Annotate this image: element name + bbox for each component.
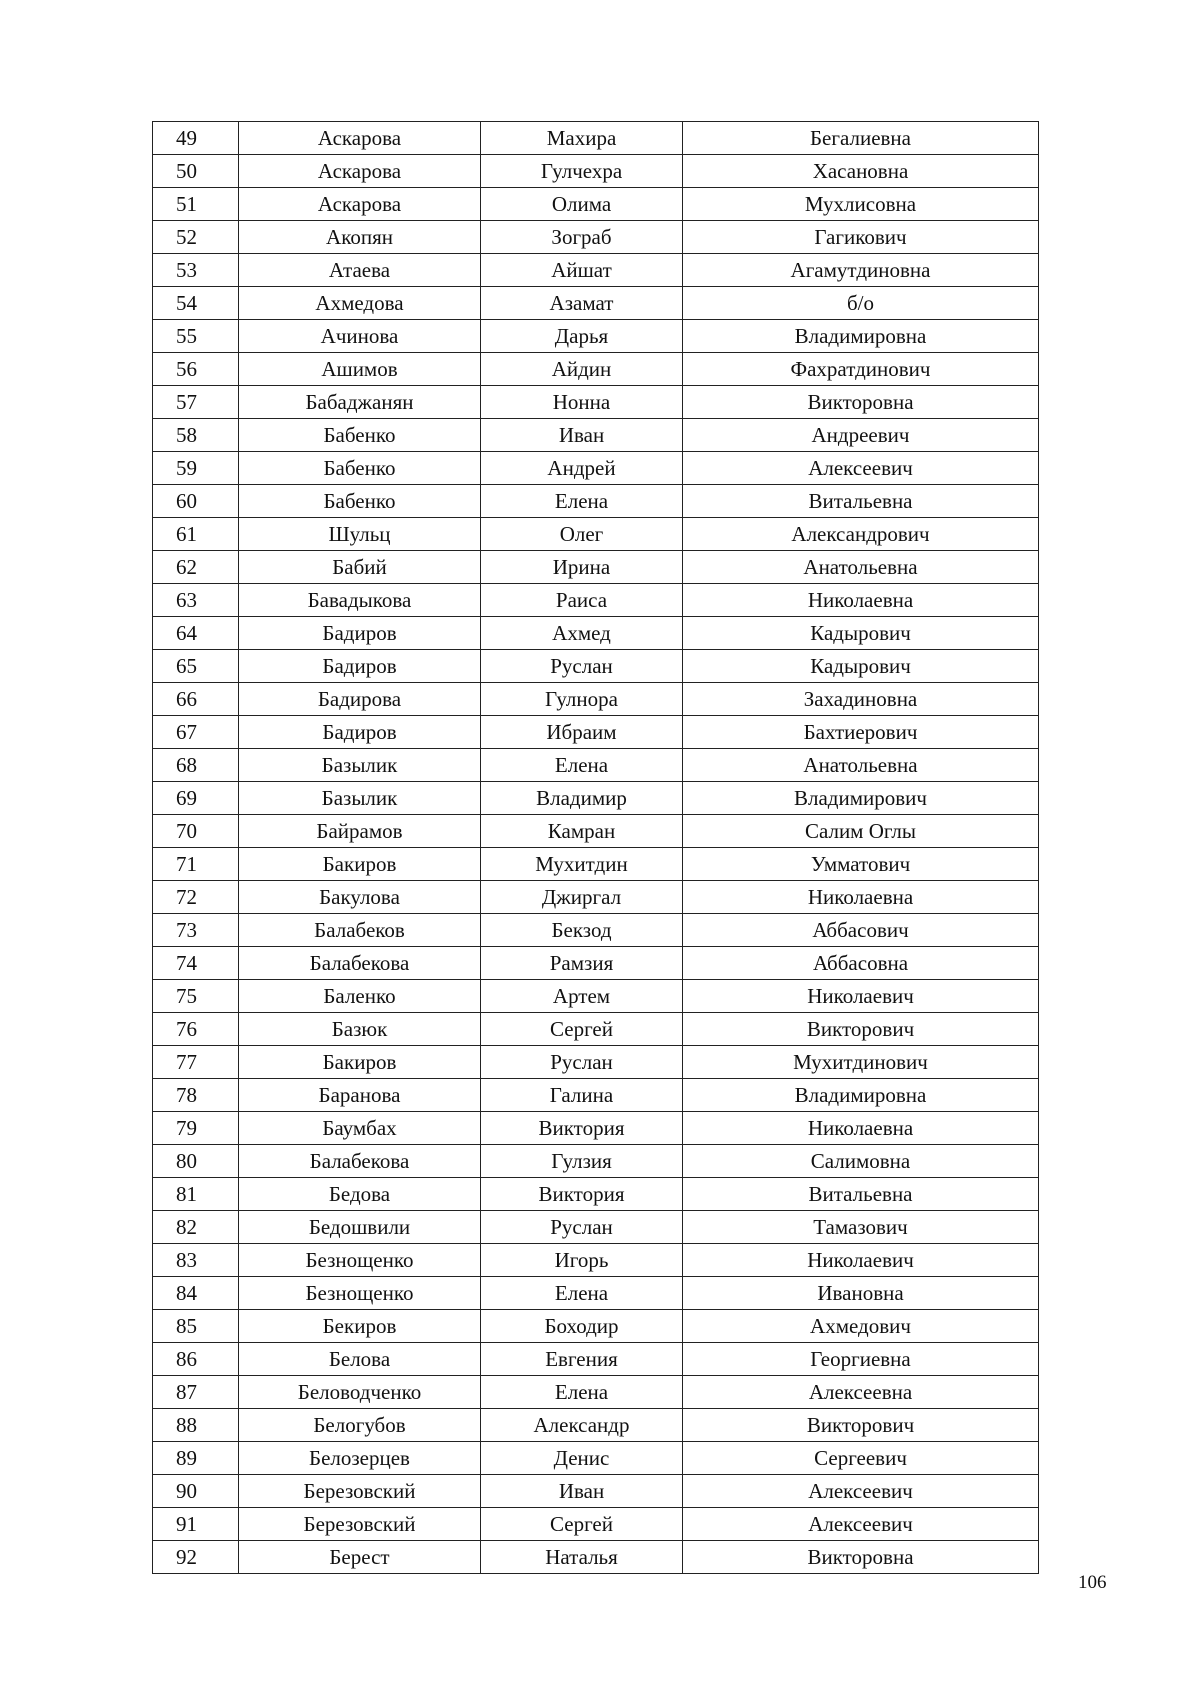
patronymic-cell: Захадиновна <box>683 683 1039 716</box>
first-name-cell: Махира <box>481 122 683 155</box>
table-row <box>153 287 1039 320</box>
surname-cell: Аскарова <box>239 155 481 188</box>
table-row <box>153 980 1039 1013</box>
surname-cell: Бадиров <box>239 617 481 650</box>
surname-cell: Бабенко <box>239 452 481 485</box>
surname-cell: Белогубов <box>239 1409 481 1442</box>
surname-cell: Бадирова <box>239 683 481 716</box>
surname-cell: Бакиров <box>239 1046 481 1079</box>
surname-cell: Акопян <box>239 221 481 254</box>
patronymic-cell: Николаевна <box>683 584 1039 617</box>
first-name-cell: Бекзод <box>481 914 683 947</box>
surname-cell: Бедова <box>239 1178 481 1211</box>
table-row <box>153 1442 1039 1475</box>
row-number-cell: 92 <box>153 1541 239 1574</box>
patronymic-cell: Николаевич <box>683 1244 1039 1277</box>
patronymic-cell: Мухитдинович <box>683 1046 1039 1079</box>
table-row <box>153 1145 1039 1178</box>
row-number-cell: 86 <box>153 1343 239 1376</box>
surname-cell: Беловодченко <box>239 1376 481 1409</box>
first-name-cell: Сергей <box>481 1508 683 1541</box>
row-number-cell: 67 <box>153 716 239 749</box>
first-name-cell: Виктория <box>481 1178 683 1211</box>
row-number-cell: 66 <box>153 683 239 716</box>
patronymic-cell: Алексеевна <box>683 1376 1039 1409</box>
table-row <box>153 1244 1039 1277</box>
table-row <box>153 386 1039 419</box>
patronymic-cell: Витальевна <box>683 485 1039 518</box>
table-row <box>153 881 1039 914</box>
row-number-cell: 50 <box>153 155 239 188</box>
surname-cell: Атаева <box>239 254 481 287</box>
first-name-cell: Мухитдин <box>481 848 683 881</box>
table-row <box>153 716 1039 749</box>
patronymic-cell: Кадырович <box>683 650 1039 683</box>
row-number-cell: 84 <box>153 1277 239 1310</box>
row-number-cell: 56 <box>153 353 239 386</box>
row-number-cell: 57 <box>153 386 239 419</box>
patronymic-cell: Сергеевич <box>683 1442 1039 1475</box>
row-number-cell: 91 <box>153 1508 239 1541</box>
patronymic-cell: Мухлисовна <box>683 188 1039 221</box>
first-name-cell: Гулнора <box>481 683 683 716</box>
row-number-cell: 74 <box>153 947 239 980</box>
first-name-cell: Андрей <box>481 452 683 485</box>
patronymic-cell: Анатольевна <box>683 551 1039 584</box>
first-name-cell: Джиргал <box>481 881 683 914</box>
first-name-cell: Гулчехра <box>481 155 683 188</box>
first-name-cell: Владимир <box>481 782 683 815</box>
row-number-cell: 77 <box>153 1046 239 1079</box>
patronymic-cell: Николаевна <box>683 881 1039 914</box>
row-number-cell: 72 <box>153 881 239 914</box>
patronymic-cell: Гагикович <box>683 221 1039 254</box>
table-row <box>153 353 1039 386</box>
patronymic-cell: Николаевич <box>683 980 1039 1013</box>
table-row <box>153 650 1039 683</box>
first-name-cell: Камран <box>481 815 683 848</box>
page-number: 106 <box>1078 1572 1107 1593</box>
surname-cell: Бакулова <box>239 881 481 914</box>
table-row <box>153 683 1039 716</box>
surname-cell: Безнощенко <box>239 1277 481 1310</box>
row-number-cell: 65 <box>153 650 239 683</box>
table-row <box>153 1376 1039 1409</box>
patronymic-cell: Салимовна <box>683 1145 1039 1178</box>
patronymic-cell: Хасановна <box>683 155 1039 188</box>
patronymic-cell: Аббасович <box>683 914 1039 947</box>
surname-cell: Баранова <box>239 1079 481 1112</box>
table-row <box>153 1541 1039 1574</box>
table-row <box>153 122 1039 155</box>
first-name-cell: Виктория <box>481 1112 683 1145</box>
patronymic-cell: Кадырович <box>683 617 1039 650</box>
row-number-cell: 83 <box>153 1244 239 1277</box>
first-name-cell: Елена <box>481 1376 683 1409</box>
first-name-cell: Руслан <box>481 1211 683 1244</box>
surname-cell: Бабий <box>239 551 481 584</box>
surname-cell: Бекиров <box>239 1310 481 1343</box>
table-row <box>153 584 1039 617</box>
surname-cell: Байрамов <box>239 815 481 848</box>
first-name-cell: Елена <box>481 749 683 782</box>
surname-cell: Березовский <box>239 1508 481 1541</box>
first-name-cell: Олима <box>481 188 683 221</box>
first-name-cell: Галина <box>481 1079 683 1112</box>
surname-cell: Балабеков <box>239 914 481 947</box>
patronymic-cell: Агамутдиновна <box>683 254 1039 287</box>
names-table-body <box>153 122 1039 1574</box>
patronymic-cell: Анатольевна <box>683 749 1039 782</box>
row-number-cell: 76 <box>153 1013 239 1046</box>
first-name-cell: Зограб <box>481 221 683 254</box>
table-row <box>153 485 1039 518</box>
first-name-cell: Азамат <box>481 287 683 320</box>
patronymic-cell: Викторович <box>683 1409 1039 1442</box>
table-row <box>153 551 1039 584</box>
patronymic-cell: Бахтиерович <box>683 716 1039 749</box>
first-name-cell: Рамзия <box>481 947 683 980</box>
table-row <box>153 1508 1039 1541</box>
row-number-cell: 71 <box>153 848 239 881</box>
table-row <box>153 1046 1039 1079</box>
table-row <box>153 1475 1039 1508</box>
first-name-cell: Айшат <box>481 254 683 287</box>
surname-cell: Базылик <box>239 782 481 815</box>
patronymic-cell: Викторович <box>683 1013 1039 1046</box>
surname-cell: Ачинова <box>239 320 481 353</box>
first-name-cell: Артем <box>481 980 683 1013</box>
first-name-cell: Елена <box>481 485 683 518</box>
first-name-cell: Руслан <box>481 1046 683 1079</box>
row-number-cell: 81 <box>153 1178 239 1211</box>
patronymic-cell: Ахмедович <box>683 1310 1039 1343</box>
surname-cell: Бабаджанян <box>239 386 481 419</box>
surname-cell: Бакиров <box>239 848 481 881</box>
patronymic-cell: Владимировна <box>683 1079 1039 1112</box>
table-row <box>153 914 1039 947</box>
table-row <box>153 518 1039 551</box>
table-row <box>153 1178 1039 1211</box>
row-number-cell: 54 <box>153 287 239 320</box>
table-row <box>153 188 1039 221</box>
row-number-cell: 63 <box>153 584 239 617</box>
surname-cell: Бадиров <box>239 716 481 749</box>
first-name-cell: Сергей <box>481 1013 683 1046</box>
surname-cell: Безнощенко <box>239 1244 481 1277</box>
row-number-cell: 53 <box>153 254 239 287</box>
first-name-cell: Наталья <box>481 1541 683 1574</box>
row-number-cell: 87 <box>153 1376 239 1409</box>
first-name-cell: Елена <box>481 1277 683 1310</box>
patronymic-cell: Николаевна <box>683 1112 1039 1145</box>
row-number-cell: 79 <box>153 1112 239 1145</box>
table-row <box>153 815 1039 848</box>
first-name-cell: Дарья <box>481 320 683 353</box>
row-number-cell: 52 <box>153 221 239 254</box>
patronymic-cell: Фахратдинович <box>683 353 1039 386</box>
surname-cell: Берест <box>239 1541 481 1574</box>
table-row <box>153 848 1039 881</box>
first-name-cell: Иван <box>481 1475 683 1508</box>
surname-cell: Белова <box>239 1343 481 1376</box>
table-row <box>153 155 1039 188</box>
first-name-cell: Нонна <box>481 386 683 419</box>
names-table <box>152 121 1039 1574</box>
table-row <box>153 320 1039 353</box>
table-row <box>153 1277 1039 1310</box>
patronymic-cell: Александрович <box>683 518 1039 551</box>
patronymic-cell: Владимирович <box>683 782 1039 815</box>
row-number-cell: 78 <box>153 1079 239 1112</box>
patronymic-cell: Викторовна <box>683 1541 1039 1574</box>
table-row <box>153 1343 1039 1376</box>
first-name-cell: Айдин <box>481 353 683 386</box>
surname-cell: Аскарова <box>239 122 481 155</box>
first-name-cell: Олег <box>481 518 683 551</box>
table-row <box>153 1112 1039 1145</box>
row-number-cell: 59 <box>153 452 239 485</box>
first-name-cell: Руслан <box>481 650 683 683</box>
patronymic-cell: Алексеевич <box>683 452 1039 485</box>
row-number-cell: 60 <box>153 485 239 518</box>
first-name-cell: Раиса <box>481 584 683 617</box>
patronymic-cell: Салим Оглы <box>683 815 1039 848</box>
row-number-cell: 89 <box>153 1442 239 1475</box>
first-name-cell: Денис <box>481 1442 683 1475</box>
surname-cell: Базылик <box>239 749 481 782</box>
patronymic-cell: Тамазович <box>683 1211 1039 1244</box>
surname-cell: Аскарова <box>239 188 481 221</box>
row-number-cell: 64 <box>153 617 239 650</box>
patronymic-cell: Бегалиевна <box>683 122 1039 155</box>
row-number-cell: 70 <box>153 815 239 848</box>
patronymic-cell: Георгиевна <box>683 1343 1039 1376</box>
first-name-cell: Александр <box>481 1409 683 1442</box>
row-number-cell: 75 <box>153 980 239 1013</box>
surname-cell: Бадиров <box>239 650 481 683</box>
row-number-cell: 58 <box>153 419 239 452</box>
table-row <box>153 1211 1039 1244</box>
row-number-cell: 88 <box>153 1409 239 1442</box>
table-row <box>153 452 1039 485</box>
table-row <box>153 1013 1039 1046</box>
table-row <box>153 1310 1039 1343</box>
table-row <box>153 947 1039 980</box>
patronymic-cell: б/о <box>683 287 1039 320</box>
surname-cell: Бабенко <box>239 485 481 518</box>
row-number-cell: 61 <box>153 518 239 551</box>
surname-cell: Бедошвили <box>239 1211 481 1244</box>
row-number-cell: 90 <box>153 1475 239 1508</box>
patronymic-cell: Аббасовна <box>683 947 1039 980</box>
row-number-cell: 55 <box>153 320 239 353</box>
patronymic-cell: Викторовна <box>683 386 1039 419</box>
table-row <box>153 749 1039 782</box>
row-number-cell: 82 <box>153 1211 239 1244</box>
first-name-cell: Ирина <box>481 551 683 584</box>
first-name-cell: Боходир <box>481 1310 683 1343</box>
first-name-cell: Евгения <box>481 1343 683 1376</box>
patronymic-cell: Умматович <box>683 848 1039 881</box>
patronymic-cell: Алексеевич <box>683 1508 1039 1541</box>
table-row <box>153 1409 1039 1442</box>
table-row <box>153 221 1039 254</box>
row-number-cell: 68 <box>153 749 239 782</box>
patronymic-cell: Ивановна <box>683 1277 1039 1310</box>
surname-cell: Бабенко <box>239 419 481 452</box>
patronymic-cell: Витальевна <box>683 1178 1039 1211</box>
table-row <box>153 419 1039 452</box>
table-row <box>153 782 1039 815</box>
patronymic-cell: Андреевич <box>683 419 1039 452</box>
surname-cell: Березовский <box>239 1475 481 1508</box>
first-name-cell: Ибраим <box>481 716 683 749</box>
surname-cell: Баумбах <box>239 1112 481 1145</box>
surname-cell: Базюк <box>239 1013 481 1046</box>
surname-cell: Балабекова <box>239 947 481 980</box>
first-name-cell: Иван <box>481 419 683 452</box>
surname-cell: Ашимов <box>239 353 481 386</box>
row-number-cell: 85 <box>153 1310 239 1343</box>
row-number-cell: 80 <box>153 1145 239 1178</box>
surname-cell: Баленко <box>239 980 481 1013</box>
patronymic-cell: Алексеевич <box>683 1475 1039 1508</box>
row-number-cell: 49 <box>153 122 239 155</box>
surname-cell: Бавадыкова <box>239 584 481 617</box>
surname-cell: Балабекова <box>239 1145 481 1178</box>
surname-cell: Шульц <box>239 518 481 551</box>
first-name-cell: Гулзия <box>481 1145 683 1178</box>
patronymic-cell: Владимировна <box>683 320 1039 353</box>
first-name-cell: Ахмед <box>481 617 683 650</box>
first-name-cell: Игорь <box>481 1244 683 1277</box>
row-number-cell: 73 <box>153 914 239 947</box>
row-number-cell: 51 <box>153 188 239 221</box>
table-row <box>153 1079 1039 1112</box>
row-number-cell: 69 <box>153 782 239 815</box>
table-row <box>153 617 1039 650</box>
surname-cell: Белозерцев <box>239 1442 481 1475</box>
surname-cell: Ахмедова <box>239 287 481 320</box>
table-row <box>153 254 1039 287</box>
row-number-cell: 62 <box>153 551 239 584</box>
